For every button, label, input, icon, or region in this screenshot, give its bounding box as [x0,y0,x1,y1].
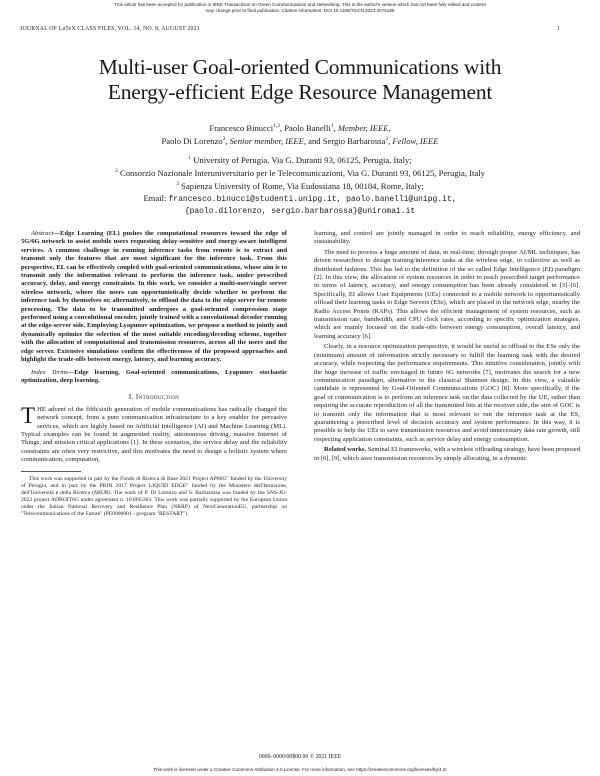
paragraph-label: Related works. [324,446,367,454]
left-column [21,230,287,518]
abstract-text: —Edge Learning (EL) pushes the computational resources toward the edge of 5G/6G network to assist mobile users requesting delay-sensitive and energy-aware intelligent services. A common challenge in running inference tasks from remote is to extract and transmit only the features that are most significant for the inference task. From this perspective, EL can be effectively coupled with goal-oriented communications, whose aim is to transmit only the information relevant to perform the inference task, under prescribed accuracy, delay, and energy constraints. In this work, we consider a multi-user/single server wireless network, where the users can opportunistically decide whether to perform the inference task by themselves or, alternatively, to offload the data to the edge server for remote processing. The data to be transmitted undergoes a goal-oriented compression stage performed using a convolutional encoder, jointly trained with a convolutional decoder running at the edge-server side. Employing Lyapunov optimization, we propose a method to jointly and dynamically optimize the selection of the most suitable encoding/decoding scheme, together with the allocation of computational and transmission resources, across all the users and the edge server. Extensive simulations confirm the effectiveness of the proposed approaches and highlight the trade-offs between energy, latency, and learning accuracy. [21,230,287,364]
footnote-text: This work was supported in part by the Fondo di Ricerca di Base 2021 Project AP66G" funded by the University of Perugia, and in part by the PRIN 2017 Project LIQUID EDGE" funded by the Ministero dell'Istruzione, dell'Università e della Ricerca (MIUR). The work of P. Di Lorenzo and S. Barbarossa was funded by the SNS-JU-2022 project ADROIT6G under agreement n. 101095363. This work was partially supported by the European Union under the Italian National Recovery and Resilience Plan (NRRP) of NextGenerationEU, partnership on "Telecommunications of the Future" (PE0000001 - program "RESTART"). [21,475,287,517]
author-affil-mark: 3 [385,135,389,142]
license-banner: This work is licensed under a Creative Commons Attribution 4.0 License. For more information, see https://creativecommons.org/licenses/by/4.0/ [153,767,447,772]
email-addresses[interactable]: {paolo.dilorenzo, sergio.barbarossa}@uniroma1.it [184,207,416,217]
author-role: , Senior member, IEEE, [225,135,306,146]
paragraph-text: Seminal EI frameworks, with a wireless offloading strategy, have been proposed in [6], [9], which save transmission resources by simply allocating, in a dynamic [314,446,580,462]
drop-cap: T [21,402,36,428]
author-role: , Fellow, IEEE [388,135,439,146]
email-addresses[interactable]: francesco.binucci@studenti.unipg.it, paolo.banelli@unipg.it, [168,195,457,204]
authors-line-1 [30,121,570,134]
affiliation-2: $^2$ Consorzio Nazionale Interuniversitario per le Telecomunicazioni, Via G. Duranti 93, 06125, Perugia, Italy [115,168,485,179]
abstract-label: Abstract [31,230,54,237]
intro-text: HE advent of the fifth/sixth generation of mobile communications has radically changed the network concept, from a pure communication infrastructure to a key enabler for pervasive services, which are highly based on Artificial Intelligence (AI) and Machine Learning (ML). Typical examples can be found in augmented reality, autonomous driving, massive Internet of Things, and mission critical applications [1]. In these scenarios, the service delay and the reliability constraints are often very restrictive, and this motivates the need to design a holistic system where communication, computation, [21,405,287,464]
publication-banner: This article has been accepted for publication in IEEE Transactions on Green Communications and Networking. This is the author's version which has not been fully edited and content may change prior to final publication. Citation information: DOI 10.1109/TGCN.2023.3275199 [114,2,486,13]
affiliations [20,153,580,192]
author-list [30,121,570,147]
page-number: 1 [557,26,560,32]
footnote-divider [21,471,81,472]
paper-title [40,55,560,105]
email-label: Email: [143,193,169,203]
right-column [314,230,580,465]
author-name: , Paolo Banelli [279,122,331,133]
author-affil-mark: 1 [330,123,334,129]
funding-footnote [21,476,287,518]
section-heading: I. Introduction [128,393,180,402]
body-paragraph: The need to process a huge amount of data, in real-time, through proper AI/ML techniques, has driven researchers to design training/inference tasks at the wireless edge, in collective as well as distributed fashions. This has led to the definition of the so called Edge Intelligence (EI) paradigm [2]. In this view, the allocation of system resources in order to reach prescribed target performance in terms of latency, accuracy, and energy consumption has been already considered in [3]–[6]. Specifically, EI allows User Equipments (UEs) connected to a mobile network to opportunistically offload their learning tasks to Edge Servers (ESs), which are placed in the network edge, nearby the Radio Access Points (RAPs). This allows the efficient management of system resources, such as transmission rate, bandwidth, and CPU clock rates, according to specific optimization strategies, which are mainly focused on the trade-offs between energy consumption, overall latency, and learning accuracy [6]. [314,248,580,340]
authors-line-2 [30,134,570,147]
author-affil-mark: 1,2 [273,123,280,129]
body-paragraph: Clearly, in a resource optimization perspective, it would be useful to offload to the ESs only the (minimum) amount of information strictly necessary to fulfill the learning task with the desired accuracy, while respecting the performance requirements. This intuitive consideration, jointly with the huge increase of traffic envisaged in future 6G networks [7], motivates the search for a new communication paradigm, alternative to the classical Shannon design. In this view, a valuable candidate is represented by Goal-Oriented Communications (GOC) [8]. More specifically, if the goal of communication is to perform an inference task on the data collected by the UE, rather than requiring the accurate reproduction of all the transmitted bits at the receiver side, the aim of GOC is to transmit only the information that is most relevant to run the inference task at the ES, guaranteeing a prescribed level of decision accuracy and system performance. In this way, it is possible to help the UEs to save transmission resources and avoid unnecessary data rate growth, still respecting application constraints, such as service delay and energy consumption. [314,343,580,443]
author-emails [20,193,580,218]
running-head: JOURNAL OF LaTeX CLASS FILES, VOL. 14, NO. 8, AUGUST 2021 [20,26,200,32]
title-line-1: Multi-user Goal-oriented Communications with [98,55,502,79]
email-line-1 [20,193,580,205]
affiliation-1: $^1$ University of Perugia, Via G. Duranti 93, 06125, Perugia, Italy; [188,154,412,165]
author-role: , Member, IEEE, [333,122,391,133]
author-affil-mark: 3 [222,135,226,142]
email-line-2 [20,205,580,217]
title-line-2: Energy-efficient Edge Resource Management [107,80,493,104]
affiliation-3: $^3$ Sapienza University of Rome, Via Eudossiana 18, 00184, Rome, Italy; [176,181,424,192]
body-paragraph: learning, and control are jointly managed in order to reach reliability, energy efficiency, and sustainability. [314,230,580,246]
related-works-paragraph [314,446,580,463]
copyright-line: 0000–0000/00$00.00 © 2021 IEEE [258,754,342,760]
index-terms [21,369,287,386]
index-terms-text: —Edge learning, Goal-oriented communications, Lyapunov stochastic optimization, deep learning. [21,368,287,384]
index-terms-label: Index Terms [31,368,68,376]
author-name: Paolo Di Lorenzo [161,135,223,146]
intro-paragraph [21,402,287,465]
author-name: and Sergio Barbarossa [306,135,386,146]
abstract [21,230,287,365]
author-name: Francesco Binucci [209,122,274,133]
